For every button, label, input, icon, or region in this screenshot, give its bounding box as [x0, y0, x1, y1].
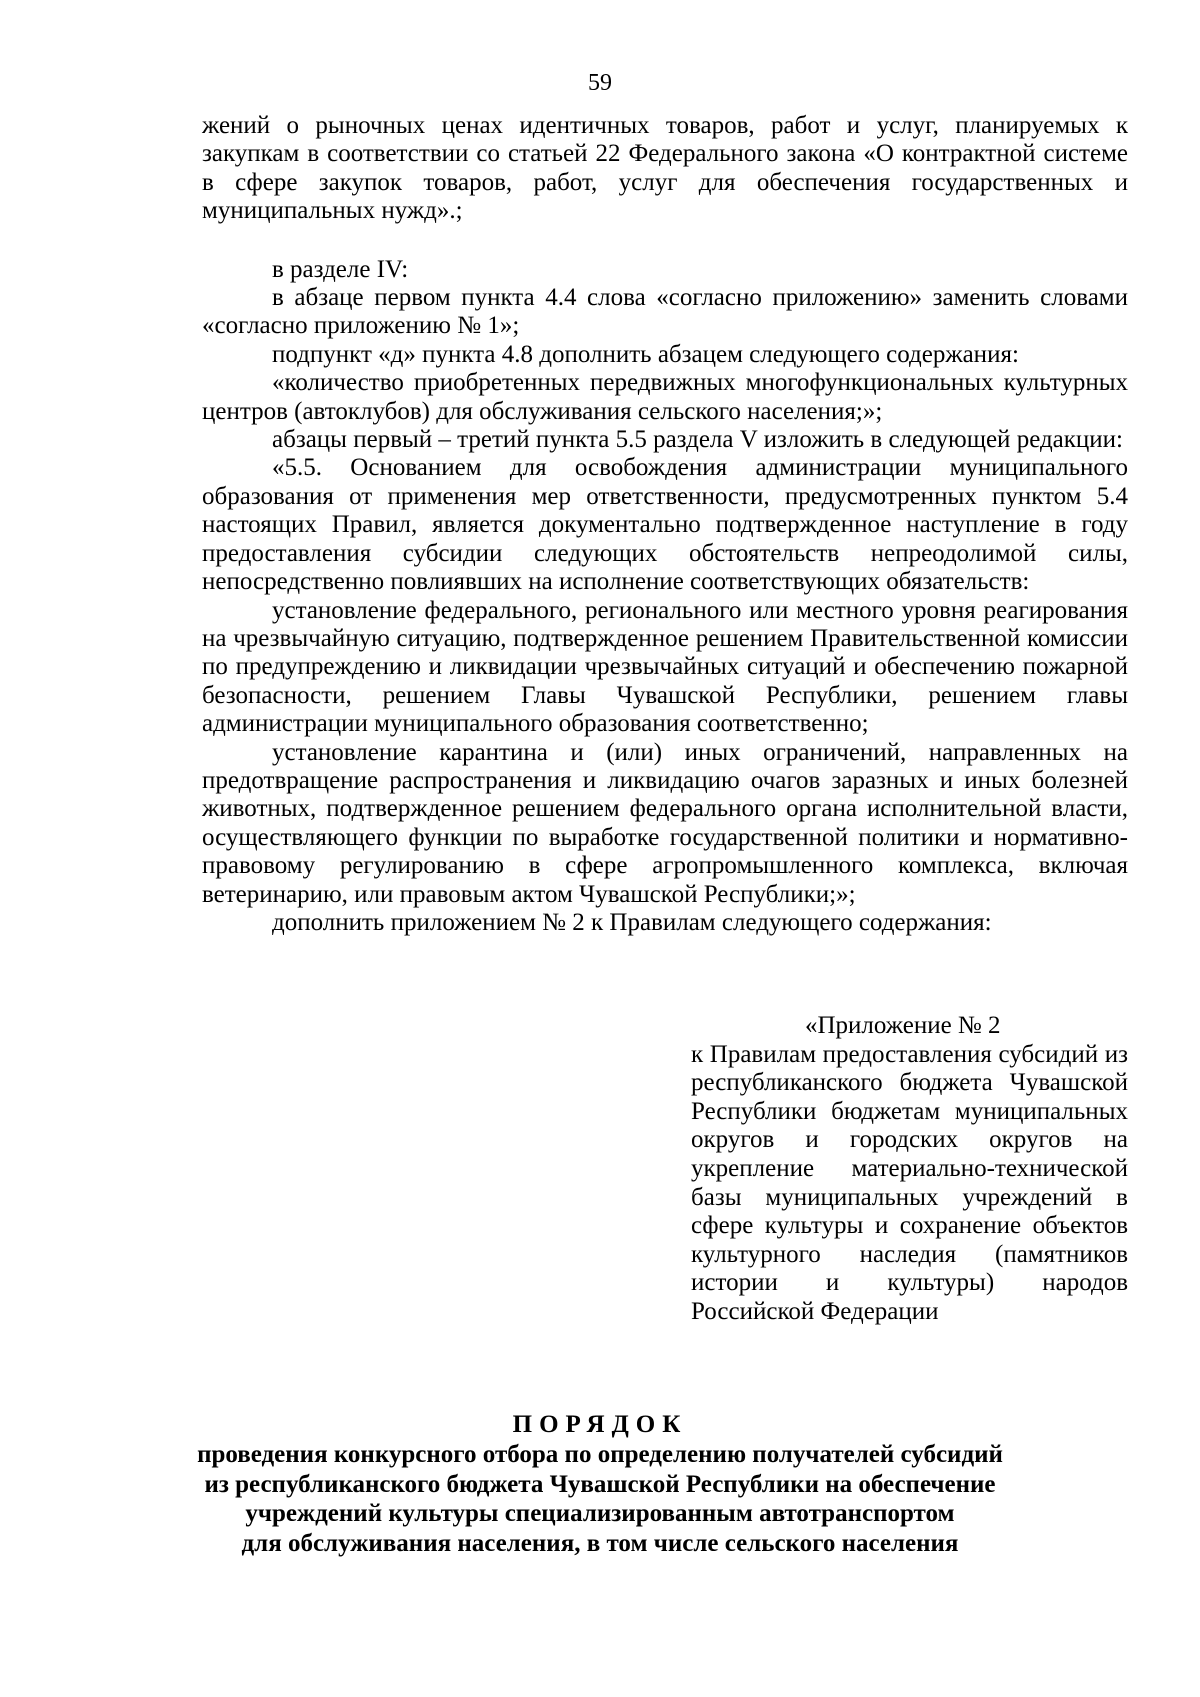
heading-line: для обслуживания населения, в том числе сельского населения: [241, 1529, 959, 1557]
appendix-title: «Приложение № 2: [805, 1012, 1001, 1039]
paragraph: в абзаце первом пункта 4.4 слова «согласно приложению» заменить словами «согласно приложению № 1»;: [202, 284, 1128, 340]
paragraph: дополнить приложением № 2 к Правилам следующего содержания:: [272, 908, 992, 936]
paragraph: установление федерального, регионального или местного уровня реагирования на чрезвычайную ситуацию, подтвержденное решением Правительственной комиссии по предупреждению и ликвидации чрезвычайных ситуаций и обеспечению пожарной безопасности, решением Главы Чувашской Республики, решением главы администрации муниципального образования соответственно;: [202, 596, 1128, 738]
paragraph: подпункт «д» пункта 4.8 дополнить абзацем следующего содержания:: [272, 340, 1019, 368]
paragraph: установление карантина и (или) иных ограничений, направленных на предотвращение распространения и ликвидацию очагов заразных и иных болезней животных, подтвержденное решением федерального органа исполнительной власти, осуществляющего функции по выработке государственной политики и нормативно-правовому регулированию в сфере агропромышленного комплекса, включая ветеринарию, или правовым актом Чувашской Республики;»;: [202, 738, 1128, 908]
page-number: 59: [588, 70, 612, 96]
heading-line: проведения конкурсного отбора по определению получателей субсидий: [197, 1441, 1003, 1468]
paragraph-gap: [202, 226, 1128, 256]
paragraph: абзацы первый – третий пункта 5.5 раздела V изложить в следующей редакции:: [272, 426, 1124, 454]
document-heading: [0, 1410, 1200, 1558]
paragraph: «5.5. Основанием для освобождения администрации муниципального образования от применения мер ответственности, предусмотренных пунктом 5.4 настоящих Правил, является документально подтвержденное наступление в году предоставления субсидии следующих обстоятельств непреодолимой силы, непосредственно повлиявших на исполнение соответствующих обязательств:: [202, 454, 1128, 596]
body-text: [202, 112, 1128, 937]
heading-line: из республиканского бюджета Чувашской Республики на обеспечение: [204, 1470, 996, 1498]
heading-line: учреждений культуры специализированным автотранспортом: [245, 1500, 955, 1527]
heading-main: ПОРЯДОК: [512, 1411, 688, 1438]
paragraph: в разделе IV:: [272, 255, 409, 283]
appendix-text: к Правилам предоставления субсидий из республиканского бюджета Чувашской Республики бюджетам муниципальных округов и городских округов на укрепление материально-технической базы муниципальных учреждений в сфере культуры и сохранение объектов культурного наследия (памятников истории и культуры) народов Российской Федерации: [691, 1040, 1128, 1325]
appendix-block: [691, 1012, 1128, 1327]
paragraph: «количество приобретенных передвижных многофункциональных культурных центров (автоклубов) для обслуживания сельского населения;»;: [202, 369, 1128, 425]
paragraph: жений о рыночных ценах идентичных товаров, работ и услуг, планируемых к закупкам в соответствии со статьей 22 Федерального закона «О контрактной системе в сфере закупок товаров, работ, услуг для обеспечения государственных и муниципальных нужд».;: [202, 112, 1128, 225]
